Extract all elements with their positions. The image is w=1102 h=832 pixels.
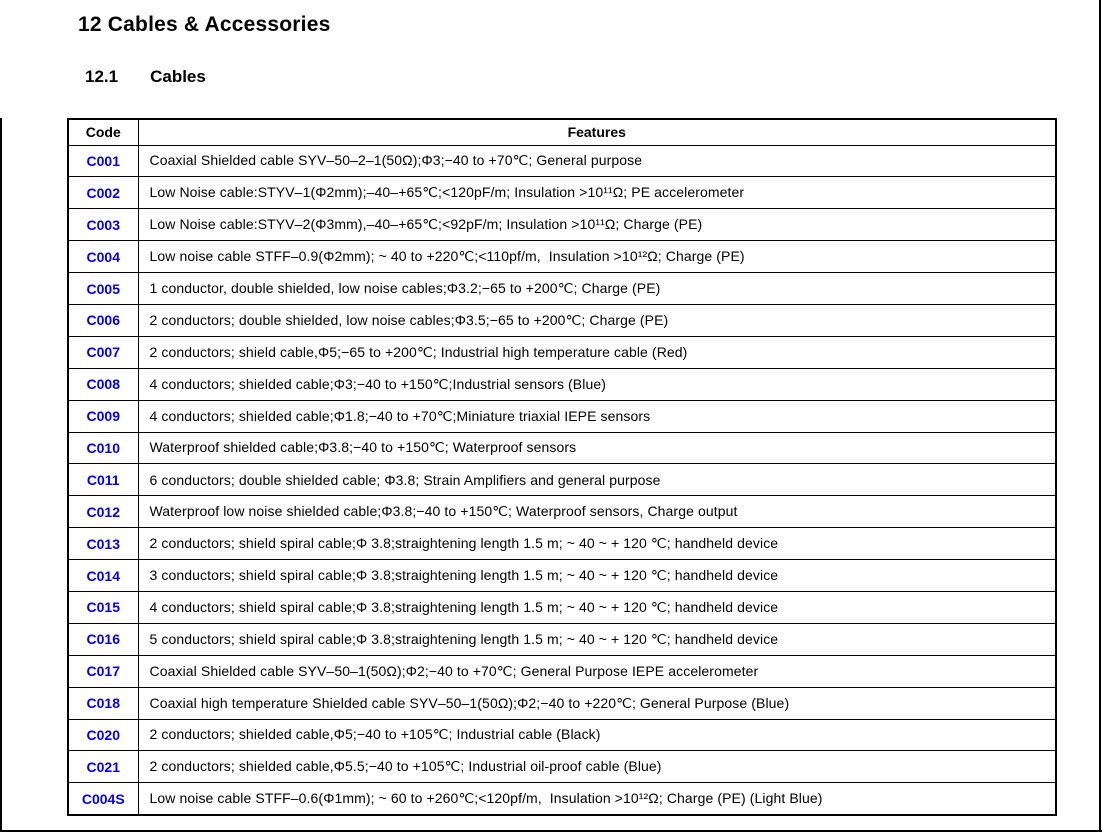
- cable-code-cell: C010: [68, 432, 138, 464]
- cable-features-cell: 6 conductors; double shielded cable; Φ3.8; Strain Amplifiers and general purpose: [138, 464, 1056, 496]
- cable-features-cell: 2 conductors; shielded cable,Φ5;−40 to +105℃; Industrial cable (Black): [138, 719, 1056, 751]
- table-row: [68, 528, 1056, 560]
- cable-features-cell: Low noise cable STFF–0.9(Φ2mm); ~ 40 to +220℃;<110pf/m, Insulation >10¹²Ω; Charge (PE): [138, 241, 1056, 273]
- table-row: [68, 400, 1056, 432]
- section-heading: [85, 67, 206, 87]
- table-row: [68, 209, 1056, 241]
- table-row: [68, 177, 1056, 209]
- cable-features-cell: 2 conductors; shielded cable,Φ5.5;−40 to +105℃; Industrial oil-proof cable (Blue): [138, 751, 1056, 783]
- table-header-row: [68, 119, 1056, 145]
- cable-code-cell: C005: [68, 273, 138, 305]
- cable-code-cell: C016: [68, 623, 138, 655]
- cable-code-cell: C001: [68, 145, 138, 177]
- cable-features-cell: 1 conductor, double shielded, low noise cables;Φ3.2;−65 to +200℃; Charge (PE): [138, 273, 1056, 305]
- cable-features-cell: Waterproof shielded cable;Φ3.8;−40 to +150℃; Waterproof sensors: [138, 432, 1056, 464]
- cable-features-cell: Waterproof low noise shielded cable;Φ3.8;−40 to +150℃; Waterproof sensors, Charge output: [138, 496, 1056, 528]
- cables-table: [67, 118, 1057, 816]
- cable-features-cell: Coaxial Shielded cable SYV–50–2–1(50Ω);Φ3;−40 to +70℃; General purpose: [138, 145, 1056, 177]
- cable-features-cell: Low noise cable STFF–0.6(Φ1mm); ~ 60 to +260℃;<120pf/m, Insulation >10¹²Ω; Charge (PE) (Light Blue): [138, 783, 1056, 815]
- cable-features-cell: 2 conductors; shield spiral cable;Φ 3.8;straightening length 1.5 m; ~ 40 ~ + 120 ℃; handheld device: [138, 528, 1056, 560]
- page-border-right: [1099, 0, 1101, 832]
- cable-code-cell: C012: [68, 496, 138, 528]
- table-row: [68, 432, 1056, 464]
- table-row: [68, 145, 1056, 177]
- cable-features-cell: 4 conductors; shielded cable;Φ3;−40 to +150℃;Industrial sensors (Blue): [138, 368, 1056, 400]
- section-title: Cables: [150, 67, 206, 86]
- table-row: [68, 273, 1056, 305]
- cable-features-cell: Coaxial Shielded cable SYV–50–1(50Ω);Φ2;−40 to +70℃; General Purpose IEPE accelerometer: [138, 655, 1056, 687]
- table-row: [68, 336, 1056, 368]
- page-border-left: [0, 118, 2, 832]
- cable-code-cell: C020: [68, 719, 138, 751]
- table-row: [68, 655, 1056, 687]
- table-row: [68, 623, 1056, 655]
- cable-code-cell: C004: [68, 241, 138, 273]
- table-row: [68, 241, 1056, 273]
- cable-code-cell: C021: [68, 751, 138, 783]
- table-row: [68, 591, 1056, 623]
- cable-code-cell: C003: [68, 209, 138, 241]
- cable-features-cell: 5 conductors; shield spiral cable;Φ 3.8;straightening length 1.5 m; ~ 40 ~ + 120 ℃; handheld device: [138, 623, 1056, 655]
- table-row: [68, 560, 1056, 592]
- table-row: [68, 368, 1056, 400]
- cable-features-cell: 3 conductors; shield spiral cable;Φ 3.8;straightening length 1.5 m; ~ 40 ~ + 120 ℃; handheld device: [138, 560, 1056, 592]
- cable-features-cell: Low Noise cable:STYV–2(Φ3mm),–40–+65℃;<92pF/m; Insulation >10¹¹Ω; Charge (PE): [138, 209, 1056, 241]
- cable-features-cell: 2 conductors; double shielded, low noise cables;Φ3.5;−65 to +200℃; Charge (PE): [138, 304, 1056, 336]
- cable-code-cell: C011: [68, 464, 138, 496]
- table-row: [68, 783, 1056, 815]
- cable-code-cell: C008: [68, 368, 138, 400]
- cable-code-cell: C002: [68, 177, 138, 209]
- cable-features-cell: 4 conductors; shielded cable;Φ1.8;−40 to +70℃;Miniature triaxial IEPE sensors: [138, 400, 1056, 432]
- page-title: 12 Cables & Accessories: [78, 13, 331, 36]
- cable-features-cell: 4 conductors; shield spiral cable;Φ 3.8;straightening length 1.5 m; ~ 40 ~ + 120 ℃; handheld device: [138, 591, 1056, 623]
- cable-features-cell: Coaxial high temperature Shielded cable SYV–50–1(50Ω);Φ2;−40 to +220℃; General Purpose (Blue): [138, 687, 1056, 719]
- table-row: [68, 751, 1056, 783]
- section-number: 12.1: [85, 67, 119, 86]
- column-header-features: Features: [138, 119, 1056, 145]
- cable-features-cell: 2 conductors; shield cable,Φ5;−65 to +200℃; Industrial high temperature cable (Red): [138, 336, 1056, 368]
- table-row: [68, 687, 1056, 719]
- cable-code-cell: C006: [68, 304, 138, 336]
- cable-code-cell: C018: [68, 687, 138, 719]
- cable-code-cell: C009: [68, 400, 138, 432]
- column-header-code: Code: [68, 119, 138, 145]
- table-row: [68, 496, 1056, 528]
- table-row: [68, 464, 1056, 496]
- cable-code-cell: C017: [68, 655, 138, 687]
- cable-code-cell: C014: [68, 560, 138, 592]
- table-row: [68, 719, 1056, 751]
- cable-features-cell: Low Noise cable:STYV–1(Φ2mm);–40–+65℃;<120pF/m; Insulation >10¹¹Ω; PE accelerometer: [138, 177, 1056, 209]
- cable-code-cell: C007: [68, 336, 138, 368]
- cable-code-cell: C015: [68, 591, 138, 623]
- table-row: [68, 304, 1056, 336]
- cable-code-cell: C013: [68, 528, 138, 560]
- cable-code-cell: C004S: [68, 783, 138, 815]
